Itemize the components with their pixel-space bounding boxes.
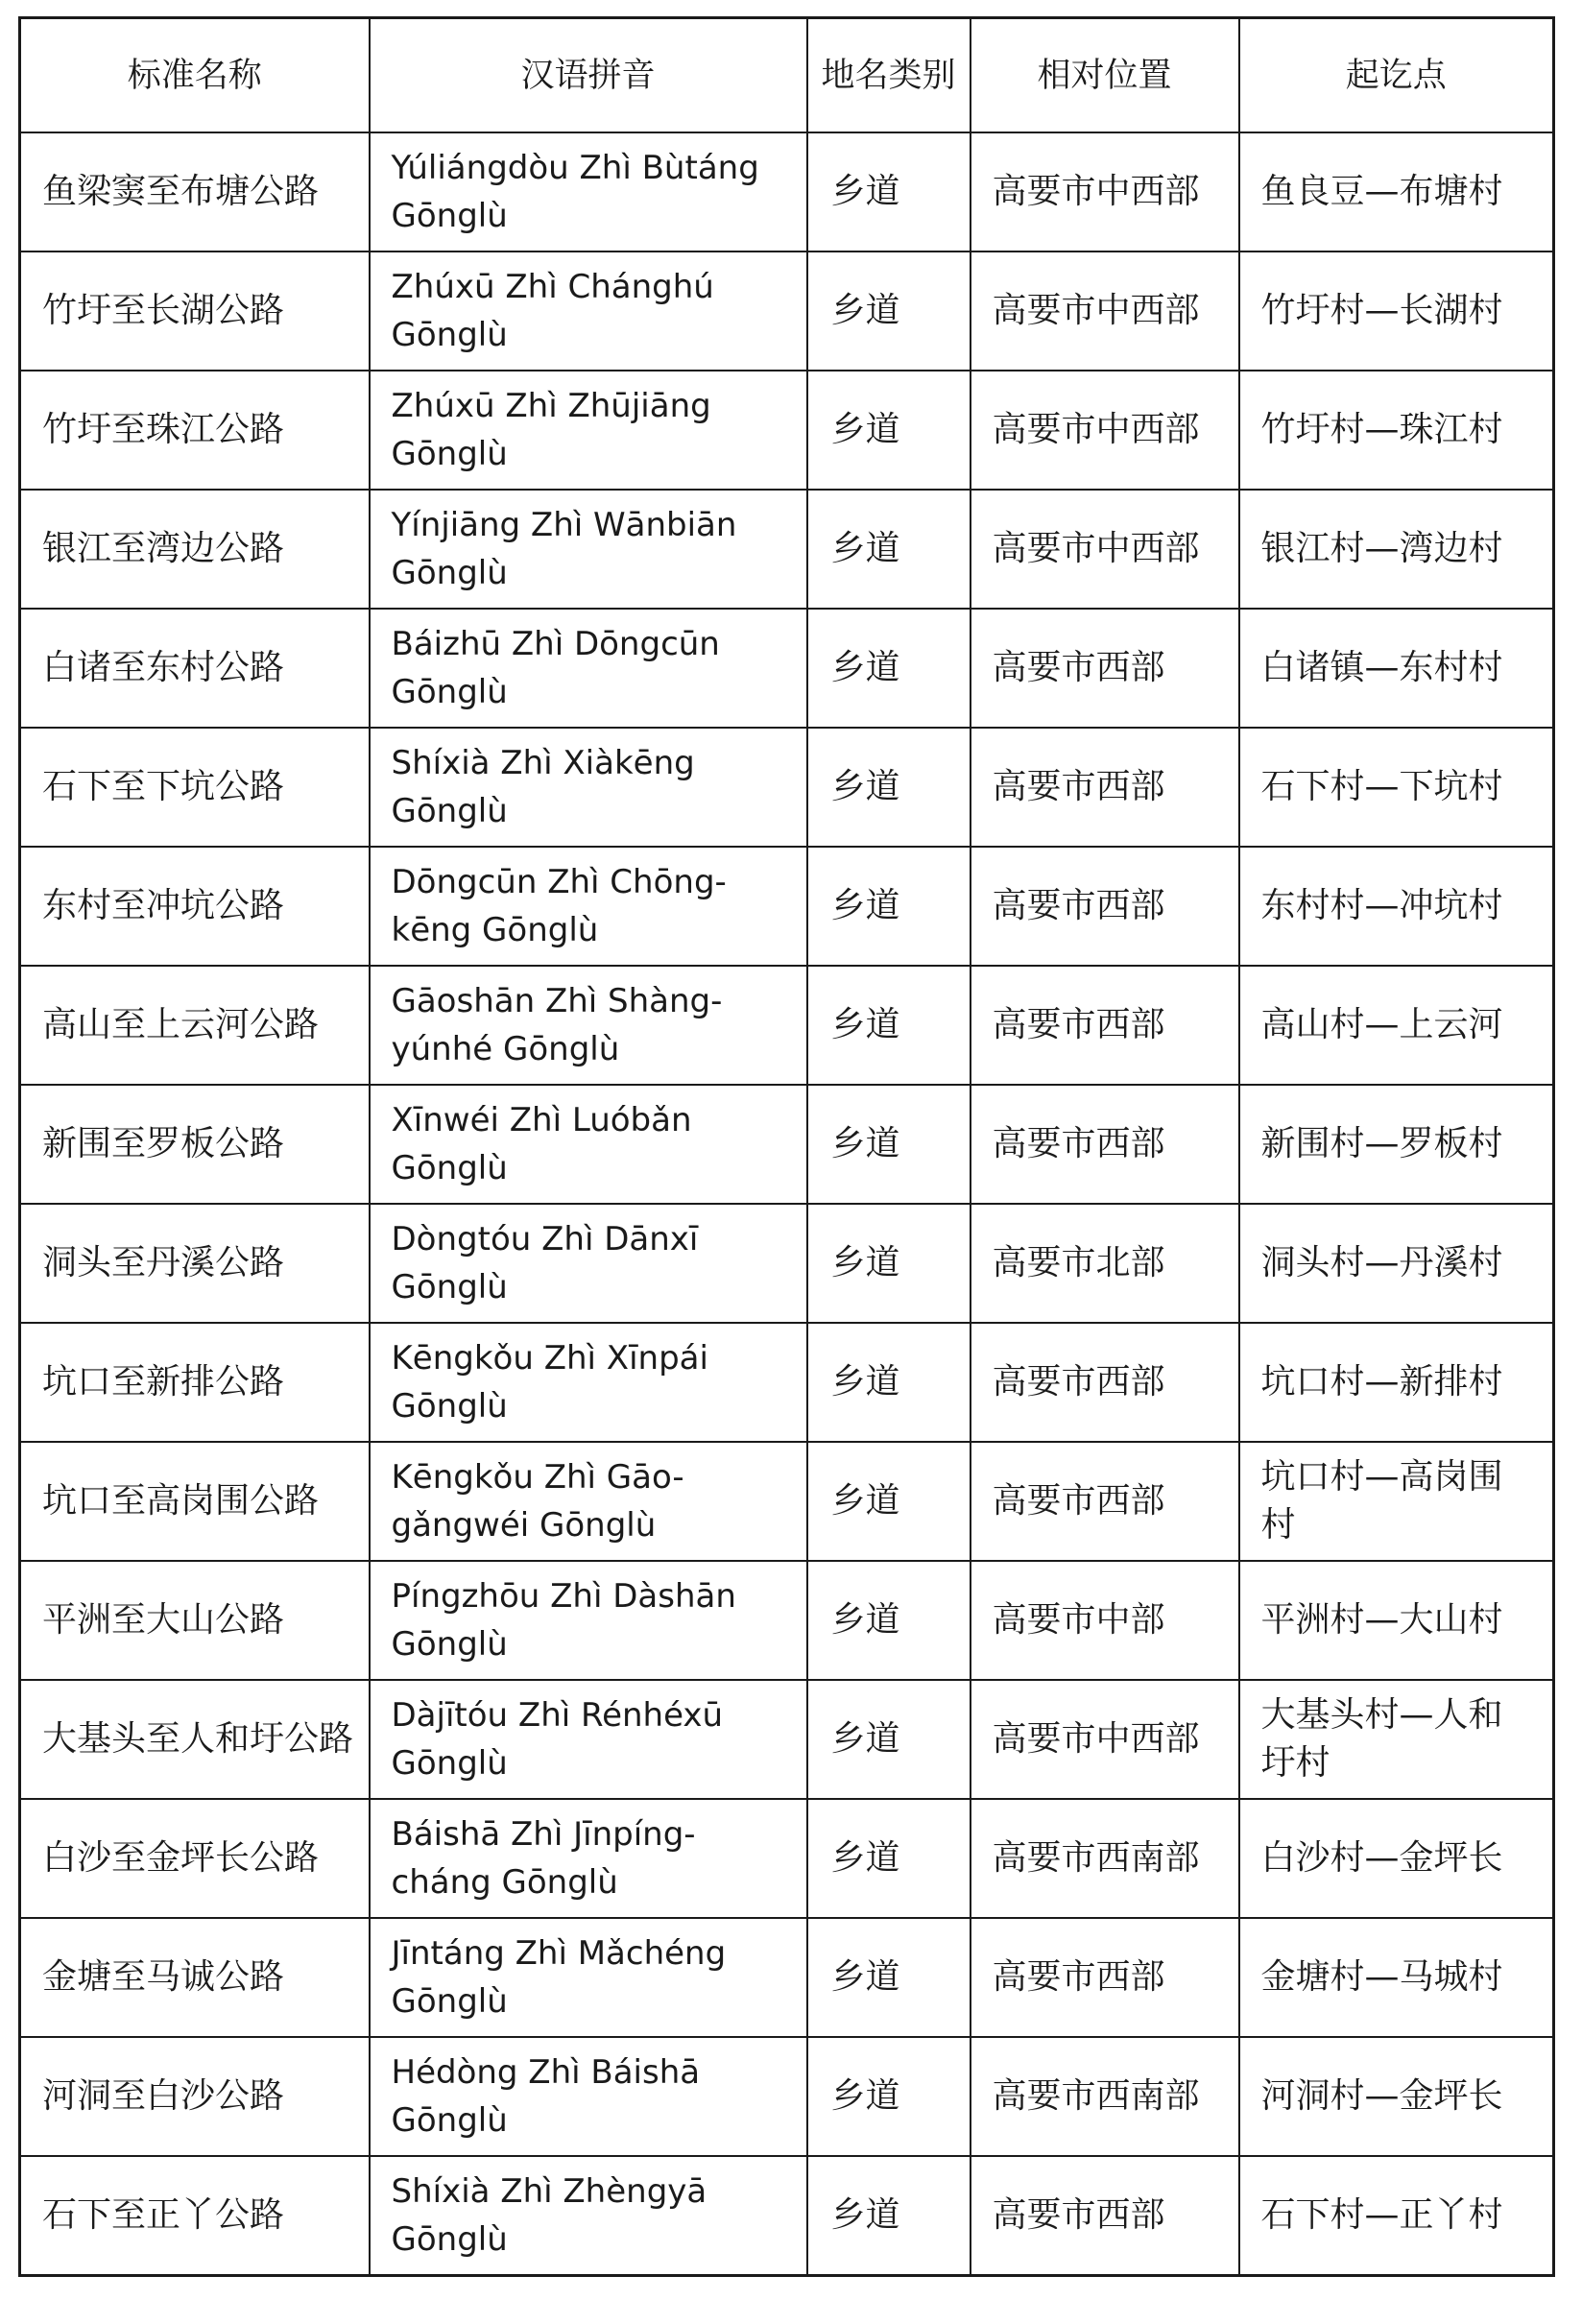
cell-relative-position: 高要市西部 (971, 1918, 1239, 2037)
cell-start-end-points: 银江村—湾边村 (1239, 490, 1554, 609)
document-page (18, 16, 1552, 2277)
cell-start-end-points: 洞头村—丹溪村 (1239, 1204, 1554, 1323)
cell-relative-position: 高要市中部 (971, 1561, 1239, 1680)
cell-pinyin: Kēngkǒu Zhì Xīnpái Gōnglù (370, 1323, 807, 1442)
cell-start-end-points: 坑口村—高岗围村 (1239, 1442, 1554, 1561)
cell-standard-name: 高山至上云河公路 (20, 966, 370, 1085)
cell-relative-position: 高要市西部 (971, 1085, 1239, 1204)
cell-pinyin: Dàjītóu Zhì Rénhéxū Gōnglù (370, 1680, 807, 1799)
table-row (20, 966, 1554, 1085)
table-row (20, 2037, 1554, 2156)
cell-relative-position: 高要市西部 (971, 609, 1239, 728)
cell-category: 乡道 (807, 847, 971, 966)
cell-pinyin: Jīntáng Zhì Mǎchéng Gōnglù (370, 1918, 807, 2037)
cell-category: 乡道 (807, 1561, 971, 1680)
cell-standard-name: 白沙至金坪长公路 (20, 1799, 370, 1918)
table-header (20, 18, 1554, 133)
cell-standard-name: 平洲至大山公路 (20, 1561, 370, 1680)
cell-pinyin: Shíxià Zhì Zhèngyā Gōnglù (370, 2156, 807, 2276)
table-row (20, 1799, 1554, 1918)
cell-standard-name: 银江至湾边公路 (20, 490, 370, 609)
table-row (20, 490, 1554, 609)
cell-category: 乡道 (807, 1323, 971, 1442)
cell-start-end-points: 白沙村—金坪长 (1239, 1799, 1554, 1918)
cell-relative-position: 高要市西部 (971, 2156, 1239, 2276)
cell-relative-position: 高要市中西部 (971, 371, 1239, 490)
cell-category: 乡道 (807, 2037, 971, 2156)
cell-relative-position: 高要市中西部 (971, 132, 1239, 252)
cell-start-end-points: 东村村—冲坑村 (1239, 847, 1554, 966)
cell-standard-name: 金塘至马诚公路 (20, 1918, 370, 2037)
cell-standard-name: 白诸至东村公路 (20, 609, 370, 728)
cell-standard-name: 鱼梁窦至布塘公路 (20, 132, 370, 252)
table-row (20, 847, 1554, 966)
cell-relative-position: 高要市中西部 (971, 490, 1239, 609)
cell-pinyin: Píngzhōu Zhì Dàshān Gōnglù (370, 1561, 807, 1680)
cell-start-end-points: 鱼良豆—布塘村 (1239, 132, 1554, 252)
cell-start-end-points: 石下村—下坑村 (1239, 728, 1554, 847)
table-row (20, 609, 1554, 728)
table-row (20, 1323, 1554, 1442)
cell-relative-position: 高要市西部 (971, 847, 1239, 966)
cell-category: 乡道 (807, 252, 971, 371)
cell-standard-name: 坑口至新排公路 (20, 1323, 370, 1442)
cell-relative-position: 高要市北部 (971, 1204, 1239, 1323)
cell-start-end-points: 白诸镇—东村村 (1239, 609, 1554, 728)
cell-start-end-points: 新围村—罗板村 (1239, 1085, 1554, 1204)
cell-relative-position: 高要市西部 (971, 1442, 1239, 1561)
cell-relative-position: 高要市中西部 (971, 1680, 1239, 1799)
cell-standard-name: 竹圩至珠江公路 (20, 371, 370, 490)
table-body (20, 132, 1554, 2276)
cell-standard-name: 新围至罗板公路 (20, 1085, 370, 1204)
cell-category: 乡道 (807, 966, 971, 1085)
table-row (20, 252, 1554, 371)
header-row (20, 18, 1554, 133)
cell-pinyin: Hédòng Zhì Báishā Gōnglù (370, 2037, 807, 2156)
table-row (20, 1680, 1554, 1799)
header-relative-position: 相对位置 (971, 18, 1239, 133)
table-row (20, 1561, 1554, 1680)
cell-pinyin: Gāoshān Zhì Shàng-yúnhé Gōnglù (370, 966, 807, 1085)
cell-pinyin: Dōngcūn Zhì Chōng-kēng Gōnglù (370, 847, 807, 966)
cell-standard-name: 东村至冲坑公路 (20, 847, 370, 966)
header-pinyin: 汉语拼音 (370, 18, 807, 133)
cell-standard-name: 河洞至白沙公路 (20, 2037, 370, 2156)
cell-standard-name: 坑口至高岗围公路 (20, 1442, 370, 1561)
cell-start-end-points: 竹圩村—长湖村 (1239, 252, 1554, 371)
cell-start-end-points: 河洞村—金坪长 (1239, 2037, 1554, 2156)
cell-category: 乡道 (807, 609, 971, 728)
cell-standard-name: 大基头至人和圩公路 (20, 1680, 370, 1799)
cell-standard-name: 石下至正丫公路 (20, 2156, 370, 2276)
cell-start-end-points: 大基头村—人和圩村 (1239, 1680, 1554, 1799)
cell-start-end-points: 坑口村—新排村 (1239, 1323, 1554, 1442)
cell-pinyin: Dòngtóu Zhì Dānxī Gōnglù (370, 1204, 807, 1323)
cell-category: 乡道 (807, 1680, 971, 1799)
cell-relative-position: 高要市西南部 (971, 1799, 1239, 1918)
cell-pinyin: Zhúxū Zhì Chánghú Gōnglù (370, 252, 807, 371)
cell-start-end-points: 竹圩村—珠江村 (1239, 371, 1554, 490)
table-row (20, 1204, 1554, 1323)
cell-start-end-points: 高山村—上云河 (1239, 966, 1554, 1085)
header-start-end-points: 起讫点 (1239, 18, 1554, 133)
cell-standard-name: 竹圩至长湖公路 (20, 252, 370, 371)
cell-category: 乡道 (807, 1918, 971, 2037)
cell-category: 乡道 (807, 1204, 971, 1323)
header-standard-name: 标准名称 (20, 18, 370, 133)
cell-category: 乡道 (807, 1442, 971, 1561)
cell-category: 乡道 (807, 132, 971, 252)
table-row (20, 371, 1554, 490)
cell-standard-name: 石下至下坑公路 (20, 728, 370, 847)
header-category: 地名类别 (807, 18, 971, 133)
cell-pinyin: Yúliángdòu Zhì Bùtáng Gōnglù (370, 132, 807, 252)
cell-category: 乡道 (807, 2156, 971, 2276)
cell-pinyin: Báizhū Zhì Dōngcūn Gōnglù (370, 609, 807, 728)
cell-pinyin: Yínjiāng Zhì Wānbiān Gōnglù (370, 490, 807, 609)
table-row (20, 1918, 1554, 2037)
cell-start-end-points: 金塘村—马城村 (1239, 1918, 1554, 2037)
cell-pinyin: Zhúxū Zhì Zhūjiāng Gōnglù (370, 371, 807, 490)
cell-standard-name: 洞头至丹溪公路 (20, 1204, 370, 1323)
cell-pinyin: Shíxià Zhì Xiàkēng Gōnglù (370, 728, 807, 847)
table-row (20, 132, 1554, 252)
cell-relative-position: 高要市西部 (971, 728, 1239, 847)
cell-relative-position: 高要市西南部 (971, 2037, 1239, 2156)
cell-start-end-points: 平洲村—大山村 (1239, 1561, 1554, 1680)
cell-category: 乡道 (807, 371, 971, 490)
cell-pinyin: Xīnwéi Zhì Luóbǎn Gōnglù (370, 1085, 807, 1204)
cell-pinyin: Báishā Zhì Jīnpíng-cháng Gōnglù (370, 1799, 807, 1918)
place-name-table (18, 16, 1555, 2277)
cell-relative-position: 高要市中西部 (971, 252, 1239, 371)
cell-category: 乡道 (807, 1799, 971, 1918)
cell-relative-position: 高要市西部 (971, 966, 1239, 1085)
table-row (20, 2156, 1554, 2276)
table-row (20, 1442, 1554, 1561)
cell-category: 乡道 (807, 1085, 971, 1204)
cell-relative-position: 高要市西部 (971, 1323, 1239, 1442)
cell-start-end-points: 石下村—正丫村 (1239, 2156, 1554, 2276)
table-row (20, 1085, 1554, 1204)
table-row (20, 728, 1554, 847)
cell-category: 乡道 (807, 490, 971, 609)
cell-category: 乡道 (807, 728, 971, 847)
cell-pinyin: Kēngkǒu Zhì Gāo-gǎngwéi Gōnglù (370, 1442, 807, 1561)
